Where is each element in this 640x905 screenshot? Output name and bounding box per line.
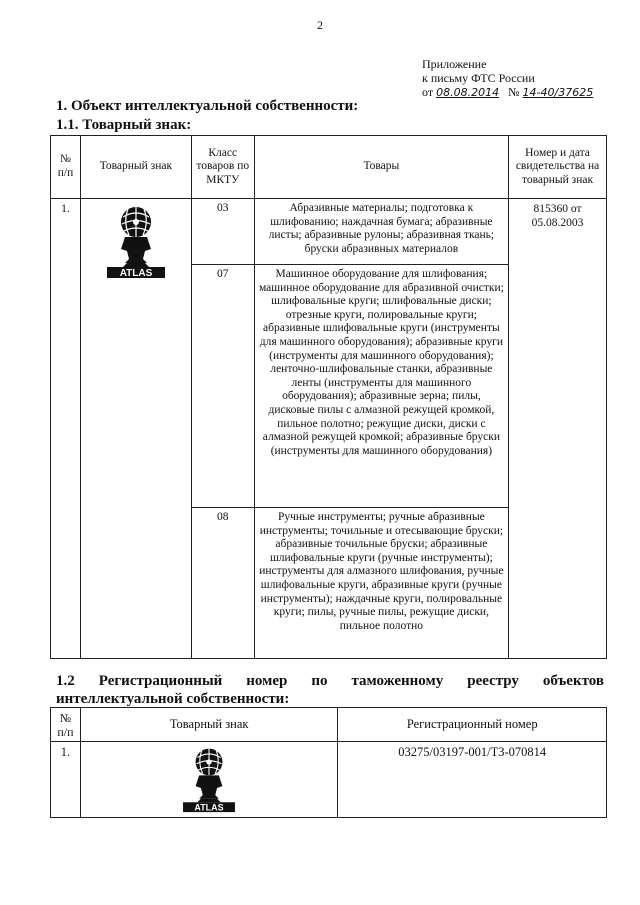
section2-title: 1.2 Регистрационный номер по таможенному реестру объектов интеллектуальной собственности: (56, 673, 604, 707)
class-cell: 07 (191, 265, 254, 508)
annex-date: 08.08.2014 (436, 86, 500, 99)
annex-line1: Приложение (422, 57, 487, 71)
annex-date-line (422, 85, 593, 100)
header-class: Класс товаров по МКТУ (191, 136, 254, 199)
table-row (51, 199, 607, 265)
row-num: 1. (51, 199, 81, 659)
header-num: № п/п (51, 136, 81, 199)
logo-text: ATLAS (194, 802, 224, 813)
annex-from-label: от (422, 85, 434, 99)
header-cert: Номер и дата свидетельства на товарный знак (509, 136, 607, 199)
page-number: 2 (317, 18, 323, 32)
class-cell: 08 (191, 508, 254, 659)
section1-title: 1. Объект интеллектуальной собственности: (56, 98, 359, 114)
goods-cell: Машинное оборудование для шлифования; машинное оборудование для абразивной очистки; шлифовальные круги; шлифовальные диски; отрезные круги, полировальные круги; абразивные шлифовальные круги (инструменты для машинного оборудования); абразивные круги (инструменты для машинного оборудования); ленточно-шлифовальные станки, абразивные ленты (инструменты для машинного оборудования); абразивные зерна; пилы, дисковые пилы с алмазной режущей кромкой, пильное полотно; режущие диски, диски с алмазной режущей кромкой; абразивные бруски (инструменты для машинного оборудования) (254, 265, 508, 508)
atlas-globe-logo-icon (103, 203, 169, 279)
trademark-table-header (51, 136, 607, 199)
annex-no-label: № (508, 85, 520, 99)
atlas-globe-logo-icon (179, 745, 239, 813)
logo-text: ATLAS (119, 268, 153, 279)
row-num: 1. (51, 742, 81, 818)
header-trademark: Товарный знак (80, 136, 191, 199)
registration-table (50, 707, 607, 818)
trademark-table (50, 135, 607, 659)
annex-block (422, 57, 593, 100)
cert-cell: 815360 от 05.08.2003 (509, 199, 607, 659)
section1-subtitle: 1.1. Товарный знак: (56, 117, 192, 133)
header-goods: Товары (254, 136, 508, 199)
goods-cell: Ручные инструменты; ручные абразивные инструменты; точильные и отесывающие бруски; абразивные точильные бруски; абразивные шлифовальные круги (ручные инструменты); инструменты для алмазного шлифования, ручные шлифовальные круги, абразивные круги (ручные инструменты); наждачные круги, полировальные круги; пилы, ручные пилы, режущие диски, пильное полотно (254, 508, 508, 659)
registration-table-header (51, 708, 607, 742)
goods-cell: Абразивные материалы; подготовка к шлифованию; наждачная бумага; абразивные листы; абразивные рулоны; абразивная ткань; бруски абразивных материалов (254, 199, 508, 265)
header-reg: Регистрационный номер (338, 708, 607, 742)
annex-line2: к письму ФТС России (422, 71, 535, 85)
table-row (51, 742, 607, 818)
header-num: № п/п (51, 708, 81, 742)
trademark-cell (80, 742, 337, 818)
header-trademark: Товарный знак (80, 708, 337, 742)
class-cell: 03 (191, 199, 254, 265)
annex-number: 14-40/37625 (522, 86, 594, 99)
reg-number-cell: 03275/03197-001/ТЗ-070814 (338, 742, 607, 818)
trademark-cell (80, 199, 191, 659)
